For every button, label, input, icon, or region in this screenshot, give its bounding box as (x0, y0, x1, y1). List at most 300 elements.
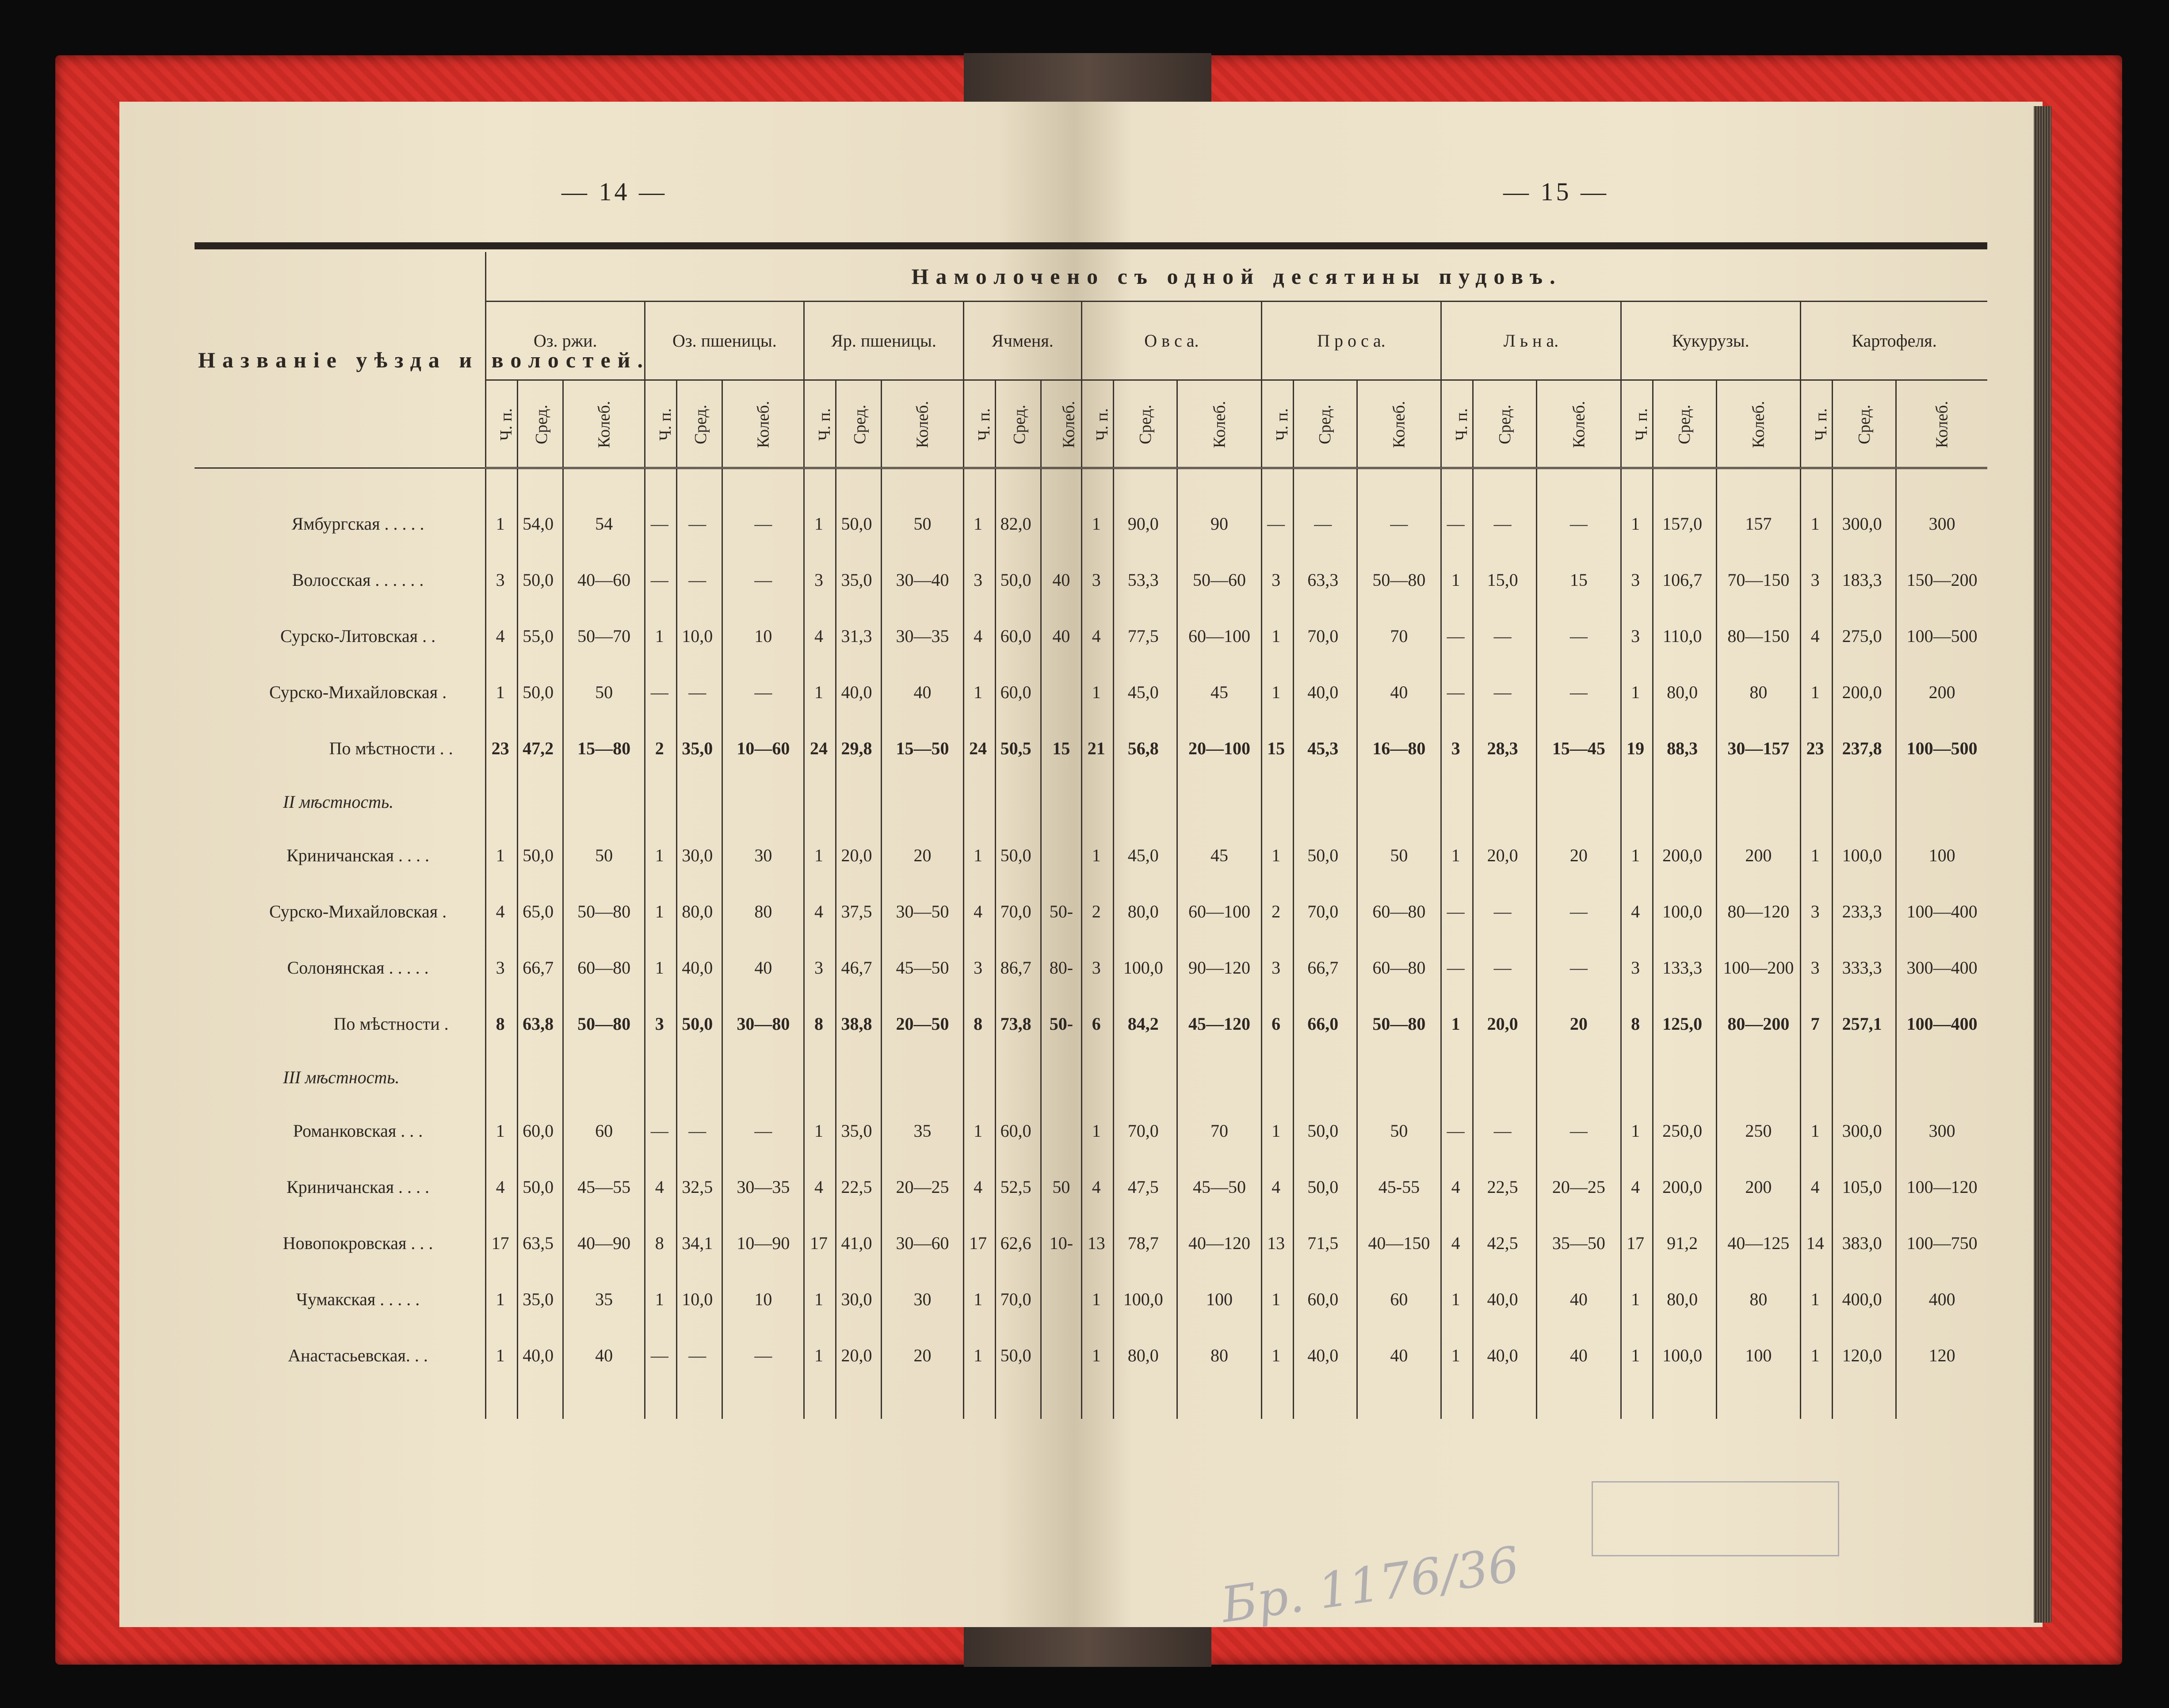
sub-header-label: Сред. (691, 405, 710, 444)
cell-average: 80,0 (1653, 1271, 1716, 1327)
cell-count: 4 (804, 608, 836, 664)
cell-average: 40,0 (836, 664, 882, 720)
empty-cell (1041, 776, 1082, 827)
cell-average: 50,0 (518, 552, 563, 608)
cell-range: 90 (1177, 496, 1261, 552)
cell-range: 40 (1537, 1271, 1621, 1327)
sub-header-label: Ч. п. (1811, 408, 1830, 441)
sub-header (1833, 380, 1896, 468)
empty-cell (1801, 1052, 1833, 1103)
cell-range (1041, 1327, 1082, 1383)
cell-range: 200 (1716, 827, 1800, 883)
cell-count: 1 (1261, 1103, 1293, 1159)
cell-range: 80 (1716, 1271, 1800, 1327)
sub-header (963, 380, 995, 468)
cell-count: 3 (804, 552, 836, 608)
sub-header-label: Колеб. (1569, 401, 1588, 448)
empty-cell (1177, 1052, 1261, 1103)
cell-range: 20—50 (882, 996, 963, 1052)
empty-cell (1537, 776, 1621, 827)
cell-count: 24 (963, 720, 995, 776)
table-body (195, 468, 1987, 1419)
cell-count: 1 (963, 1103, 995, 1159)
cell-count: — (645, 496, 677, 552)
cell-average: 50,0 (518, 1159, 563, 1215)
cell-average: 257,1 (1833, 996, 1896, 1052)
cell-average: 50,0 (677, 996, 722, 1052)
cell-average: 300,0 (1833, 496, 1896, 552)
cell-range: — (1537, 608, 1621, 664)
cell-average: 40,0 (1473, 1271, 1537, 1327)
cell-count: 1 (486, 827, 518, 883)
cell-range: 100—500 (1896, 720, 1987, 776)
sub-header (1473, 380, 1537, 468)
cell-average: 45,0 (1114, 664, 1177, 720)
cell-count: 1 (1621, 1103, 1653, 1159)
sub-header-label: Колеб. (1749, 401, 1768, 448)
empty-cell (518, 776, 563, 827)
cell-count: 1 (1441, 827, 1473, 883)
cell-average: — (677, 496, 722, 552)
cell-count: 3 (963, 552, 995, 608)
cell-range: 30—157 (1716, 720, 1800, 776)
cell-average: 30,0 (677, 827, 722, 883)
cell-range: 50—80 (563, 996, 645, 1052)
cell-range: 40—120 (1177, 1215, 1261, 1271)
sub-header (1896, 380, 1987, 468)
page-number-right: — 15 — (1503, 177, 1609, 206)
cell-average: 60,0 (1293, 1271, 1357, 1327)
cell-count: 17 (1621, 1215, 1653, 1271)
cell-average: 200,0 (1833, 664, 1896, 720)
cell-average: — (677, 664, 722, 720)
cell-count: — (645, 1327, 677, 1383)
cell-average: 133,3 (1653, 940, 1716, 996)
district-name: Романковская . . . (293, 1121, 423, 1141)
cell-range: 40—125 (1716, 1215, 1800, 1271)
sub-header (645, 380, 677, 468)
cell-range: 30—40 (882, 552, 963, 608)
cell-range: — (722, 1327, 804, 1383)
cell-count: — (645, 664, 677, 720)
section-title: III мѣстность. (283, 1067, 400, 1087)
cell-range: 300 (1896, 1103, 1987, 1159)
cell-range: 35 (563, 1271, 645, 1327)
table-row (195, 1215, 1987, 1271)
cell-count: 3 (1621, 940, 1653, 996)
district-name: Сурско-Михайловская . (269, 902, 447, 921)
cell-range: 157 (1716, 496, 1800, 552)
sub-header-label: Колеб. (1059, 401, 1078, 448)
cell-average: 100,0 (1653, 1327, 1716, 1383)
cell-range: 60—80 (563, 940, 645, 996)
cell-average: 22,5 (1473, 1159, 1537, 1215)
cell-average: 70,0 (995, 883, 1041, 940)
cell-range: 45 (1177, 827, 1261, 883)
cell-count: 1 (486, 496, 518, 552)
cell-range: 40—60 (563, 552, 645, 608)
cell-count: 6 (1082, 996, 1114, 1052)
cell-count: 4 (1082, 608, 1114, 664)
sub-header (722, 380, 804, 468)
cell-average: 41,0 (836, 1215, 882, 1271)
table-row (195, 1271, 1987, 1327)
cell-count: 3 (486, 552, 518, 608)
empty-cell (995, 1052, 1041, 1103)
sub-header (1621, 380, 1653, 468)
cell-count: — (1441, 608, 1473, 664)
empty-cell (1896, 776, 1987, 827)
empty-cell (1833, 1052, 1896, 1103)
empty-cell (1716, 776, 1800, 827)
sub-header-label: Колеб. (913, 401, 932, 448)
cell-count: 4 (1621, 883, 1653, 940)
cell-average: — (677, 552, 722, 608)
cell-range: 100 (1177, 1271, 1261, 1327)
sub-header (1177, 380, 1261, 468)
cell-count: 4 (1261, 1159, 1293, 1215)
cell-range: — (722, 664, 804, 720)
cell-count: 1 (1621, 1271, 1653, 1327)
table-row (195, 883, 1987, 940)
sub-header-label: Колеб. (1210, 401, 1229, 448)
empty-cell (1114, 776, 1177, 827)
cell-average: 86,7 (995, 940, 1041, 996)
cell-average: 80,0 (677, 883, 722, 940)
cell-average: 66,7 (518, 940, 563, 996)
sub-header-label: Сред. (1136, 405, 1155, 444)
cell-average: 60,0 (995, 608, 1041, 664)
cell-range: 100—400 (1896, 883, 1987, 940)
cell-count: 1 (1261, 827, 1293, 883)
crop-header: Кукурузы. (1621, 302, 1800, 380)
cell-count: 1 (1441, 1327, 1473, 1383)
crop-header: П р о с а. (1261, 302, 1441, 380)
cell-count: 1 (1082, 496, 1114, 552)
table-top-rule (195, 242, 1987, 249)
cell-average: — (1293, 496, 1357, 552)
sub-header (486, 380, 518, 468)
sub-header-label: Сред. (532, 405, 551, 444)
sub-header-label: Ч. п. (1092, 408, 1111, 441)
crop-header: Ячменя. (963, 302, 1082, 380)
cell-average: 32,5 (677, 1159, 722, 1215)
cell-range: 45 (1177, 664, 1261, 720)
cell-count: 21 (1082, 720, 1114, 776)
district-name: По мѣстности . . (329, 738, 453, 758)
cell-average: 90,0 (1114, 496, 1177, 552)
cell-range: 50—80 (563, 883, 645, 940)
cell-range: 400 (1896, 1271, 1987, 1327)
cell-count: 1 (1082, 1327, 1114, 1383)
cell-count: 1 (1621, 664, 1653, 720)
cell-range: — (722, 496, 804, 552)
cell-range: 200 (1896, 664, 1987, 720)
cell-range (1041, 664, 1082, 720)
cell-range: 20 (882, 827, 963, 883)
cell-range: 40 (882, 664, 963, 720)
sub-header (836, 380, 882, 468)
cell-range: 45—50 (1177, 1159, 1261, 1215)
sub-header-label: Ч. п. (1632, 408, 1651, 441)
cell-average: 28,3 (1473, 720, 1537, 776)
cell-average: 50,0 (995, 552, 1041, 608)
cell-count: 4 (1621, 1159, 1653, 1215)
cell-range: 80 (1716, 664, 1800, 720)
cell-average: 82,0 (995, 496, 1041, 552)
cell-range: 45-55 (1357, 1159, 1441, 1215)
cell-average: 105,0 (1833, 1159, 1896, 1215)
cell-average: 35,0 (836, 1103, 882, 1159)
page-number-left: — 14 — (561, 177, 667, 206)
cell-count: 17 (486, 1215, 518, 1271)
empty-cell (1357, 1052, 1441, 1103)
cell-count: 1 (1621, 496, 1653, 552)
cell-count: — (1441, 1103, 1473, 1159)
cell-count: 3 (804, 940, 836, 996)
crop-header: Оз. ржи. (486, 302, 645, 380)
cell-range: — (1537, 1103, 1621, 1159)
cell-range: 50 (1357, 1103, 1441, 1159)
district-name: Ямбургская . . . . . (291, 514, 424, 534)
cell-count: 1 (804, 1327, 836, 1383)
cell-range: 120 (1896, 1327, 1987, 1383)
cell-count: 1 (804, 827, 836, 883)
cell-range: 20—25 (1537, 1159, 1621, 1215)
cell-count: 4 (486, 608, 518, 664)
district-name: Криничанская . . . . (286, 845, 430, 865)
cell-average: — (1473, 664, 1537, 720)
cell-count: 3 (1441, 720, 1473, 776)
cell-count: 1 (804, 1271, 836, 1327)
cell-average: 70,0 (1293, 608, 1357, 664)
cell-range: — (1357, 496, 1441, 552)
cell-count: — (1441, 664, 1473, 720)
spacer-row (195, 468, 1987, 496)
district-name: Криничанская . . . . (286, 1177, 430, 1197)
sub-header-label: Ч. п. (656, 408, 675, 441)
cell-range: 80 (722, 883, 804, 940)
cell-average: 71,5 (1293, 1215, 1357, 1271)
cell-count: 14 (1801, 1215, 1833, 1271)
cell-average: 20,0 (836, 827, 882, 883)
cell-average: 42,5 (1473, 1215, 1537, 1271)
cell-average: 20,0 (1473, 996, 1537, 1052)
cell-count: 1 (645, 827, 677, 883)
cell-count: 1 (1261, 1271, 1293, 1327)
cell-average: 73,8 (995, 996, 1041, 1052)
cell-average: 65,0 (518, 883, 563, 940)
cell-range: 150—200 (1896, 552, 1987, 608)
cell-count: 1 (1261, 608, 1293, 664)
cell-average: 80,0 (1114, 1327, 1177, 1383)
cell-count: — (1261, 496, 1293, 552)
cell-range: 100—120 (1896, 1159, 1987, 1215)
sub-header-label: Колеб. (1390, 401, 1409, 448)
empty-cell (1177, 776, 1261, 827)
library-stamp (1592, 1481, 1839, 1556)
crop-header: Л ь н а. (1441, 302, 1621, 380)
cell-count: 1 (1801, 496, 1833, 552)
cell-range: 20 (1537, 827, 1621, 883)
cell-average: 50,0 (836, 496, 882, 552)
district-name: По мѣстности . (333, 1014, 449, 1034)
cell-average: 60,0 (995, 664, 1041, 720)
cell-range: 100—200 (1716, 940, 1800, 996)
empty-cell (1653, 1052, 1716, 1103)
cell-average: 53,3 (1114, 552, 1177, 608)
empty-cell (1261, 1052, 1293, 1103)
cell-range (1041, 496, 1082, 552)
cell-range: 20 (1537, 996, 1621, 1052)
cell-range: 50- (1041, 996, 1082, 1052)
sub-header (1293, 380, 1357, 468)
cell-average: 70,0 (1114, 1103, 1177, 1159)
cell-average: 333,3 (1833, 940, 1896, 996)
cell-count: 1 (1082, 1271, 1114, 1327)
cell-average: 84,2 (1114, 996, 1177, 1052)
cell-average: 50,0 (518, 827, 563, 883)
cell-range: 40 (1537, 1327, 1621, 1383)
cell-range: 54 (563, 496, 645, 552)
cell-range: 40 (1357, 664, 1441, 720)
cell-count: 19 (1621, 720, 1653, 776)
cell-average: 15,0 (1473, 552, 1537, 608)
cell-count: 3 (1261, 940, 1293, 996)
cell-average: 50,0 (995, 1327, 1041, 1383)
cell-count: 8 (804, 996, 836, 1052)
cell-range: 50 (1041, 1159, 1082, 1215)
cell-range: — (722, 1103, 804, 1159)
cell-range: 70 (1177, 1103, 1261, 1159)
cell-average: 20,0 (836, 1327, 882, 1383)
cell-average: — (1473, 496, 1537, 552)
cell-count: 4 (963, 608, 995, 664)
table-row (195, 496, 1987, 552)
sub-header-label: Ч. п. (1272, 408, 1291, 441)
empty-cell (563, 776, 645, 827)
empty-cell (722, 776, 804, 827)
cell-range: 10—60 (722, 720, 804, 776)
cell-average: 56,8 (1114, 720, 1177, 776)
cell-count: 13 (1261, 1215, 1293, 1271)
cell-range: 50—80 (1357, 552, 1441, 608)
sub-header-label: Сред. (1855, 405, 1874, 444)
sub-header (1357, 380, 1441, 468)
cell-count: 4 (804, 1159, 836, 1215)
cell-average: 91,2 (1653, 1215, 1716, 1271)
cell-average: 233,3 (1833, 883, 1896, 940)
cell-range: 40 (1041, 608, 1082, 664)
cell-average: 50,0 (1293, 1159, 1357, 1215)
sub-header (1114, 380, 1177, 468)
cell-count: 2 (645, 720, 677, 776)
cell-count: 23 (486, 720, 518, 776)
district-name: Солонянская . . . . . (287, 958, 429, 978)
cell-count: 1 (963, 496, 995, 552)
cell-range: 15 (1041, 720, 1082, 776)
sub-header (1041, 380, 1082, 468)
section-title: II мѣстность. (283, 792, 394, 812)
cell-range: 80—200 (1716, 996, 1800, 1052)
empty-cell (645, 1052, 677, 1103)
cell-range: 200 (1716, 1159, 1800, 1215)
empty-cell (995, 776, 1041, 827)
cell-average: 66,0 (1293, 996, 1357, 1052)
cell-average: 50,0 (995, 827, 1041, 883)
cell-average: 31,3 (836, 608, 882, 664)
cell-average: — (1473, 940, 1537, 996)
district-name: Сурско-Литовская . . (280, 626, 436, 646)
cell-average: 40,0 (518, 1327, 563, 1383)
cell-count: 3 (1801, 552, 1833, 608)
sub-header-label: Ч. п. (1452, 408, 1471, 441)
cell-count: — (645, 552, 677, 608)
cell-count: 2 (1261, 883, 1293, 940)
empty-cell (563, 1052, 645, 1103)
sub-header-label: Сред. (1316, 405, 1335, 444)
sub-header (1082, 380, 1114, 468)
cell-range: 60 (563, 1103, 645, 1159)
cell-average: 237,8 (1833, 720, 1896, 776)
sub-header-label: Ч. п. (496, 408, 516, 441)
empty-cell (882, 776, 963, 827)
cell-average: 63,8 (518, 996, 563, 1052)
cell-range: 10 (722, 1271, 804, 1327)
cell-count: 3 (1082, 552, 1114, 608)
cell-count: 1 (486, 1271, 518, 1327)
cell-range: 100—750 (1896, 1215, 1987, 1271)
cell-range: 60—80 (1357, 883, 1441, 940)
cell-range: — (1537, 940, 1621, 996)
cell-range: 20 (882, 1327, 963, 1383)
empty-cell (1441, 1052, 1473, 1103)
cell-range: 30—60 (882, 1215, 963, 1271)
sub-header (1441, 380, 1473, 468)
cell-average: 63,3 (1293, 552, 1357, 608)
empty-cell (1441, 776, 1473, 827)
empty-cell (486, 776, 518, 827)
cell-count: 24 (804, 720, 836, 776)
cell-range: 30 (882, 1271, 963, 1327)
cell-count: 1 (1801, 1103, 1833, 1159)
cell-average: 200,0 (1653, 827, 1716, 883)
cell-count: 17 (804, 1215, 836, 1271)
cell-average: 400,0 (1833, 1271, 1896, 1327)
empty-cell (1293, 776, 1357, 827)
cell-range: — (1537, 883, 1621, 940)
cell-average: 275,0 (1833, 608, 1896, 664)
group-title: Намолочено съ одной десятины пудовъ. (486, 252, 1987, 302)
cell-count: 17 (963, 1215, 995, 1271)
cell-average: 37,5 (836, 883, 882, 940)
empty-cell (677, 1052, 722, 1103)
sub-header (518, 380, 563, 468)
cell-count: 1 (963, 664, 995, 720)
cell-range: 60 (1357, 1271, 1441, 1327)
sub-header-label: Сред. (1495, 405, 1514, 444)
district-name: Чумакская . . . . . (296, 1289, 420, 1309)
cell-range: 45—55 (563, 1159, 645, 1215)
cell-range: 100 (1896, 827, 1987, 883)
section-row (195, 776, 1987, 827)
cell-count: 7 (1801, 996, 1833, 1052)
cell-count: 1 (645, 940, 677, 996)
cell-range: 40—90 (563, 1215, 645, 1271)
cell-count: 23 (1801, 720, 1833, 776)
table-row (195, 664, 1987, 720)
cell-average: 40,0 (677, 940, 722, 996)
